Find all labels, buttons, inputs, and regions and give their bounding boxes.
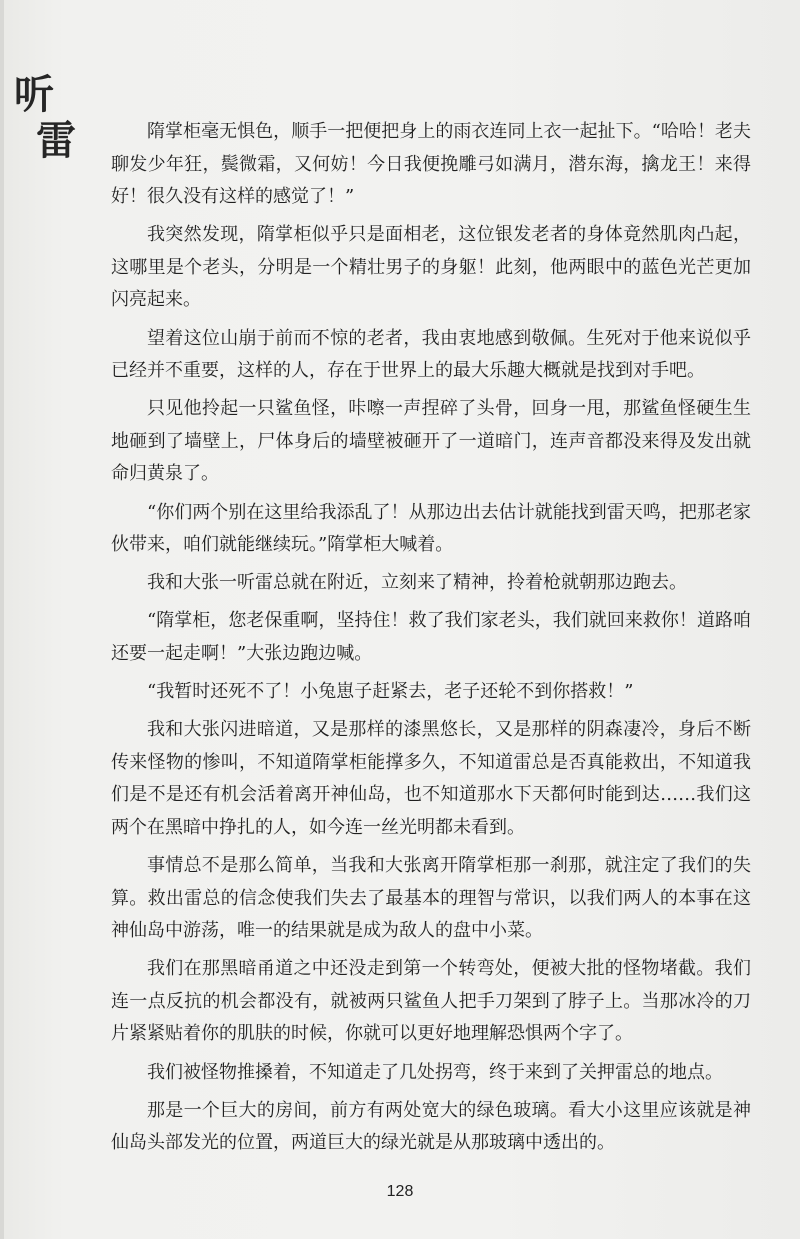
body-text xyxy=(111,116,751,1165)
paragraph: 我突然发现，隋掌柜似乎只是面相老，这位银发老者的身体竟然肌肉凸起，这哪里是个老头，分明是一个精壮男子的身躯！此刻，他两眼中的蓝色光芒更加闪亮起来。 xyxy=(111,224,751,311)
paragraph: 我和大张一听雷总就在附近，立刻来了精神，拎着枪就朝那边跑去。 xyxy=(147,572,687,594)
paragraph: 望着这位山崩于前而不惊的老者，我由衷地感到敬佩。生死对于他来说似乎已经并不重要，这样的人，存在于世界上的最大乐趣大概就是找到对手吧。 xyxy=(111,327,751,382)
paragraph: 我们在那黑暗甬道之中还没走到第一个转弯处，便被大批的怪物堵截。我们连一点反抗的机会都没有，就被两只鲨鱼人把手刀架到了脖子上。当那冰冷的刀片紧紧贴着你的肌肤的时候，你就可以更好地理解恐惧两个字了。 xyxy=(111,958,751,1045)
paragraph: “你们两个别在这里给我添乱了！从那边出去估计就能找到雷天鸣，把那老家伙带来，咱们就能继续玩。”隋掌柜大喊着。 xyxy=(111,501,751,556)
paragraph: 我和大张闪进暗道，又是那样的漆黑悠长，又是那样的阴森凄冷，身后不断传来怪物的惨叫，不知道隋掌柜能撑多久，不知道雷总是否真能救出，不知道我们是不是还有机会活着离开神仙岛，也不知道那水下天都何时能到达……我们这两个在黑暗中挣扎的人，如今连一丝光明都未看到。 xyxy=(111,719,751,838)
running-title-char-1: 听 xyxy=(14,71,54,118)
paragraph: 隋掌柜毫无惧色，顺手一把便把身上的雨衣连同上衣一起扯下。“哈哈！老夫聊发少年狂，鬓微霜，又何妨！今日我便挽雕弓如满月，潜东海，擒龙王！来得好！很久没有这样的感觉了！” xyxy=(111,121,751,208)
running-title-char-2: 雷 xyxy=(36,117,76,164)
paragraph: 只见他拎起一只鲨鱼怪，咔嚓一声捏碎了头骨，回身一甩，那鲨鱼怪硬生生地砸到了墙壁上，尸体身后的墙壁被砸开了一道暗门，连声音都没来得及发出就命归黄泉了。 xyxy=(111,398,751,485)
paragraph: 我们被怪物推搡着，不知道走了几处拐弯，终于来到了关押雷总的地点。 xyxy=(147,1061,723,1083)
paragraph: “隋掌柜，您老保重啊，坚持住！救了我们家老头，我们就回来救你！道路咱还要一起走啊！”大张边跑边喊。 xyxy=(111,610,751,664)
paragraph: 那是一个巨大的房间，前方有两处宽大的绿色玻璃。看大小这里应该就是神仙岛头部发光的位置，两道巨大的绿光就是从那玻璃中透出的。 xyxy=(111,1099,751,1154)
page-gutter-shadow xyxy=(0,0,4,1239)
page-number: 128 xyxy=(386,1183,414,1200)
paragraph: 事情总不是那么简单，当我和大张离开隋掌柜那一刹那，就注定了我们的失算。救出雷总的信念使我们失去了最基本的理智与常识，以我们两人的本事在这神仙岛中游荡，唯一的结果就是成为敌人的盘中小菜。 xyxy=(111,854,751,942)
paragraph: “我暂时还死不了！小兔崽子赶紧去，老子还轮不到你搭救！” xyxy=(147,681,634,702)
running-title xyxy=(14,71,76,164)
